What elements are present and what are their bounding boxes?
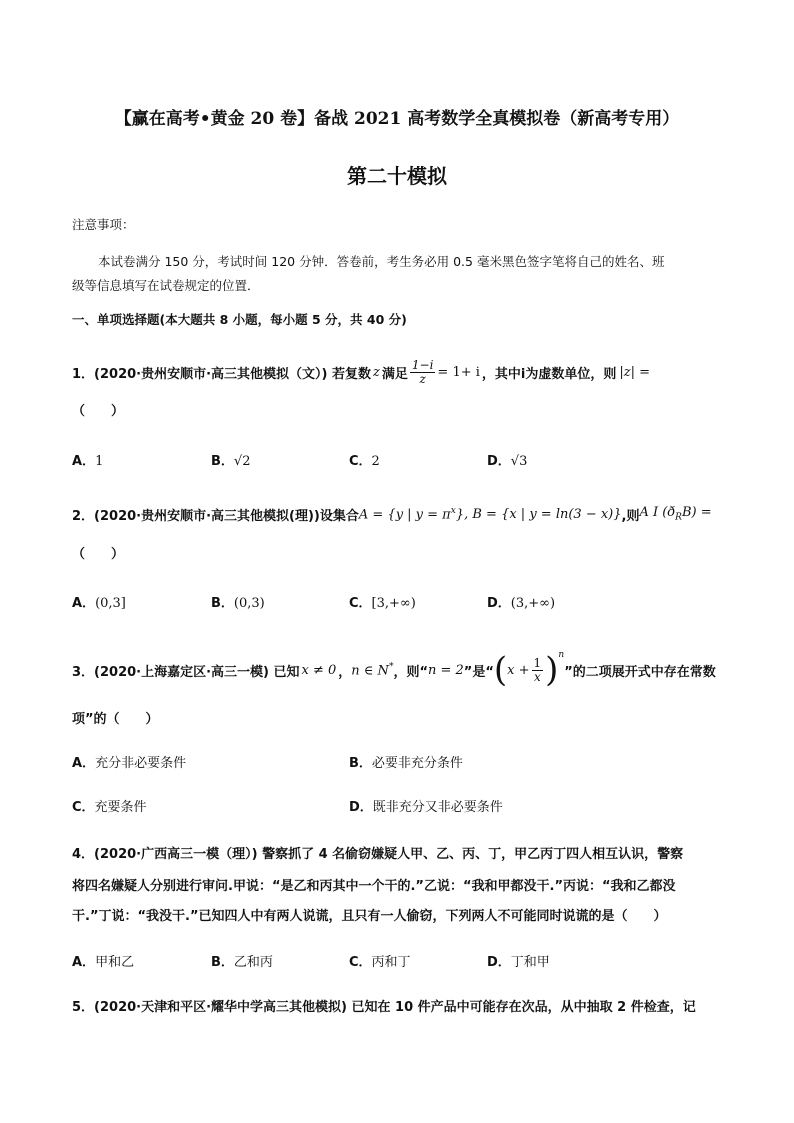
q4-option-a-label: A． (72, 955, 96, 970)
q1-option-a (72, 450, 103, 469)
q4-option-d-label: D． (487, 955, 511, 970)
q3-option-d-value: 既非充分又非必要条件 (372, 800, 503, 815)
q2-expr-end: B) = (681, 505, 712, 521)
q1-option-c (349, 450, 380, 469)
q1-blank: （ ） (72, 404, 125, 419)
q1-abs: |z| = (619, 364, 651, 380)
q4-option-d (487, 951, 550, 970)
q3-option-c-value: 充要条件 (94, 800, 147, 815)
q3-option-d-label: D． (349, 800, 373, 815)
q3-option-a-label: A． (72, 756, 96, 771)
q1-fraction-den: z (419, 371, 426, 386)
notice-heading: 注意事项： (72, 217, 135, 232)
q1-var: z (373, 364, 380, 380)
q1-option-a-value: 1 (95, 454, 104, 469)
q2-expr-text: A I (ð (639, 505, 676, 521)
q1-rhs: = 1+ i (437, 364, 480, 380)
notice-line-2: 级等信息填写在试卷规定的位置． (72, 278, 260, 293)
q2-expr (639, 505, 711, 523)
q3-option-b-label: B． (349, 756, 372, 771)
q4-option-d-value: 丁和甲 (510, 955, 550, 970)
q3-cond-1: x ≠ 0 (301, 662, 337, 678)
q3-line-2: 项”的（ ） (72, 712, 159, 727)
q3-mid-2: ”是“ (463, 664, 494, 680)
q2-option-c-label: C． (349, 596, 372, 611)
q1-option-c-label: C． (349, 454, 372, 469)
q2-option-c (349, 592, 416, 611)
q1-option-c-value: 2 (371, 454, 380, 469)
q5-line-1: 5．(2020·天津和平区·耀华中学高三其他模拟) 已知在 10 件产品中可能存在次品，从中抽取 2 件检查，记 (72, 1000, 696, 1015)
q3-n-eq: n = 2 (427, 662, 464, 678)
q3-suffix: ”的二项展开式中存在常数 (564, 664, 716, 680)
q3-cond-2-sup: * (388, 661, 394, 672)
q4-option-b (211, 951, 273, 970)
q3-option-b (349, 752, 463, 771)
q1-fraction (410, 359, 436, 385)
q1-option-d-value: √3 (510, 454, 528, 469)
q1-option-b-value: √2 (233, 454, 251, 469)
q4-option-c (349, 951, 411, 970)
q2-option-b (211, 592, 265, 611)
notice-line-1: 本试卷满分 150 分，考试时间 120 分钟．答卷前，考生务必用 0.5 毫米黑色签字笔将自己的姓名、班 (98, 254, 665, 269)
q3-power: n (558, 650, 565, 660)
q3-prefix: 3．(2020·上海嘉定区·高三一模) 已知 (72, 664, 300, 680)
q3-sep: ， (338, 664, 352, 680)
q2-option-a (72, 592, 126, 611)
q2-blank: （ ） (72, 547, 125, 562)
q3-option-c (72, 796, 147, 815)
q3-binomial-x: x + (507, 662, 530, 678)
q2-set-a-text: A = {y | y = π (358, 507, 451, 523)
question-1 (72, 352, 650, 392)
q2-prefix: 2．(2020·贵州安顺市·高三其他模拟(理))设集合 (72, 508, 359, 524)
question-3 (72, 646, 716, 694)
q2-option-d-label: D． (487, 596, 511, 611)
q3-right-paren: ) (545, 650, 559, 690)
section-heading: 一、单项选择题(本大题共 8 小题，每小题 5 分，共 40 分) (72, 312, 407, 327)
q3-left-paren: ( (493, 650, 508, 690)
q1-option-d (487, 450, 527, 469)
q2-option-a-value: (0,3] (95, 596, 126, 611)
q2-option-c-value: [3,+∞) (371, 596, 416, 611)
q2-option-d (487, 592, 555, 611)
q3-fraction-den: x (533, 669, 541, 684)
q3-option-a (72, 752, 186, 771)
q1-suffix: ，其中i为虚数单位，则 (481, 366, 617, 382)
q3-fraction-num: 1 (533, 655, 542, 670)
q2-set-a (359, 506, 464, 522)
q4-option-a (72, 951, 134, 970)
q4-option-c-label: C． (349, 955, 372, 970)
q1-option-b-label: B． (211, 454, 234, 469)
q4-option-c-value: 丙和丁 (371, 955, 411, 970)
q1-option-d-label: D． (487, 454, 511, 469)
q4-line-1: 4．(2020·广西高三一模（理）) 警察抓了 4 名偷窃嫌疑人甲、乙、丙、丁，甲乙丙丁四人相互认识，警察 (72, 847, 684, 862)
q2-expr-sub: R (675, 512, 682, 523)
q2-option-b-label: B． (211, 596, 234, 611)
q3-option-a-value: 充分非必要条件 (95, 756, 187, 771)
q4-line-2: 将四名嫌疑人分别进行审问.甲说：“是乙和丙其中一个干的.”乙说：“我和甲都没干.”丙说：“我和乙都没 (72, 879, 676, 894)
q3-cond-2 (351, 662, 393, 678)
q1-fraction-num: 1−i (411, 357, 434, 372)
exam-title: 【赢在高考•黄金 20 卷】备战 2021 高考数学全真模拟卷（新高考专用） (114, 109, 680, 129)
q3-cond-2-text: n ∈ N (351, 663, 389, 679)
q3-mid: ，则“ (393, 664, 428, 680)
q4-line-3: 干.”丁说：“我没干.”已知四人中有两人说谎，且只有一人偷窃，下列两人不可能同时说谎的是（ ） (72, 909, 667, 924)
q1-prefix: 1．(2020·贵州安顺市·高三其他模拟（文）) 若复数 (72, 366, 372, 382)
q3-fraction (532, 657, 544, 683)
q3-option-c-label: C． (72, 800, 95, 815)
q2-set-a-sup: x (450, 505, 456, 516)
q2-suffix: ,则 (621, 508, 640, 524)
exam-subtitle: 第二十模拟 (347, 164, 447, 188)
q3-option-b-value: 必要非充分条件 (371, 756, 463, 771)
q2-set-b: , B = {x | y = ln(3 − x)} (464, 506, 622, 522)
q2-option-a-label: A． (72, 596, 96, 611)
question-2 (72, 502, 712, 526)
q4-option-a-value: 甲和乙 (95, 955, 135, 970)
q4-option-b-value: 乙和丙 (233, 955, 273, 970)
q4-option-b-label: B． (211, 955, 234, 970)
q2-option-d-value: (3,+∞) (510, 596, 556, 611)
q1-option-a-label: A． (72, 454, 96, 469)
q2-option-b-value: (0,3) (233, 596, 265, 611)
q1-option-b (211, 450, 250, 469)
q2-set-a-end: } (455, 507, 465, 523)
q3-option-d (349, 796, 503, 815)
q1-mid: 满足 (381, 366, 408, 382)
